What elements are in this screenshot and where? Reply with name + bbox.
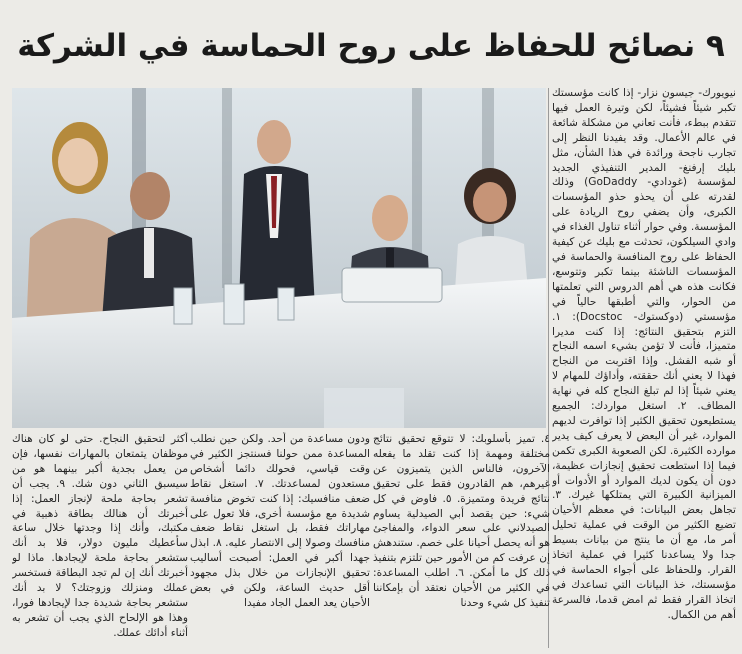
column-text: ودون مساعدة من أحد. ولكن حين نطلب المساعدة ممن حولنا فسنتجز الكثير في وقت قياسي، فحولك دائما أشخاص مستعدون لمساعدتك. ٧. استغل نقاط ضعف منافسيك: إذا كنت تخوض منافسة شديدة مع مؤسسة أخرى، فلا تعول على مهاراتك فقط، بل استغل نقاط ضعف منافسك وصولا إلى الانتصار عليه. ٨. ابذل جهدا أكبر في العمل: أصبحت أساليب تحقيق الإنجازات من خلال بذل مجهود أقل حديث الساعة، ولكن في بعض الأحيان يعد العمل الجاد مفيدا — [190, 433, 370, 609]
column-text: أكثر لتحقيق النجاح. حتى لو كان هناك موظفان يتمتعان بالمهارات نفسها، فإن من يعمل بجدية أكبر بينهما هو من سيسبق الثاني دون شك. ٩. يجب أن تشعر بحاجة ملحة لإنجاز العمل: إذا أخبرتك أن هنالك بطاقة ذهبية في مكتبك، وأنك إذا وجدتها خلال ساعة سأعطيك مليون دولار، فلا بد أنك ستشعر بحاجة ملحة لإيجادها. ماذا لو أخبرتك أنك إن لم تجد البطاقة فستخسر عملك ومنزلك وزوجتك؟ لا بد أنك ستشعر بحاجة شديدة جدا لإيجادها فورا، وهذا هو الإلحاح الذي يجب أن تشعر به أثناء أدائك عملك. — [12, 433, 188, 639]
projector — [342, 268, 442, 302]
water-glass — [278, 288, 294, 320]
article-column-left — [12, 432, 188, 648]
meeting-illustration — [12, 88, 546, 428]
column-text: ٤. تميز بأسلوبك: لا تتوقع تحقيق نتائج مختلفة ومهمة إذا كنت تقلد ما يفعله الآخرون، فالناس الذين يتميزون عن غيرهم، هم القادرون فقط على تحقيق نتائج فريدة ومتميزة. ٥. فاوض في كل شيء: حين يقصد أبي الصيدلية يساوم الصيدلاني على سعر الدواء، والمفاجئ هو أنه يحصل أحيانا على خصم. ستندهش إن عرفت كم من الأمور حين تلتزم بتنفيذ ذلك كل ما أمكن. ٦. اطلب المساعدة: في الكثير من الأحيان نعتقد أن بإمكاننا تنفيذ كل شيء وحدنا — [373, 433, 550, 609]
column-text: نيويورك- جيسون نزار- إذا كانت مؤسستك تكبر شيئاً فشيئاً، لكن وتيرة العمل فيها تتقدم ببطء، فأنت تعاني من مشكلة شائعة في عالم الأعمال. وقد يفيدنا النظر إلى تجارب ناجحة ورائدة في هذا الشأن، مثل بليك إرفنغ- المدير التنفيذي الجديد لمؤسسة (غودادي- GoDaddy) وذلك لقدرته على أن يحذو حذو المؤسسات الكبرى، وأن يضفي روح الريادة على المؤسسة. وفي حوار أثناء تناول الغذاء في وادي السيلكون، تحدثت مع بليك عن كيفية الحفاظ على روح المنافسة والحماسة في المؤسسات الناشئة بينما تكبر وتتوسع، فكانت هذه هي أهم الدروس التي تعلمتها من الحوار، والتي أطبقها حالياً في مؤسستي (دوكستوك- Docstoc): ١. التزم بتحقيق النتائج: إذا كنت مديرا متميزا، فأنت لا تؤمن بشيء اسمه النجاح أو شبه الفشل. وإذا اقتربت من النجاح فهذا لا يعني أنك حققته، وأداؤك للمهام لا يعني شيئاً إذا لم تبلغ النجاح كله في نهاية المطاف. ٢. استغل مواردك: الجميع يستطيعون تحقيق الكثير إذا توافرت لديهم الموارد، غير أن البعض لا يعرف كيف يدير موارده الكثيرة. لكن الصعوبة الكبرى تكمن فيما إذا استطعت تحقيق إنجازات عظيمة، دون أن يكون لديك الموارد أو الأدوات أو الميزانية الكبيرة التي يمتلكها غيرك. ٣. تجاهل بعض البيانات: في معظم الأحيان تضيع الكثير من الوقت في عملية تحليل أمر ما، مع أن ما ينتج من بيانات بسيط جدا ولا يساعدنا كثيرا في عملية اتخاذ القرار. وللحفاظ على أجواء الحماسة في مؤسستك، خذ البيانات التي تساعدك في اتخاذ القرار فقط ثم امض قدما، فالسرعة أهم من الكمال. — [552, 87, 736, 621]
article-column-middle-left — [190, 432, 370, 648]
article-column-middle-right — [373, 432, 550, 648]
water-glass — [174, 288, 192, 324]
meeting-photo — [12, 88, 546, 428]
article-column-right — [552, 86, 736, 648]
article-headline: ٩ نصائح للحفاظ على روح الحماسة في الشركة — [17, 28, 725, 64]
water-glass — [224, 284, 244, 324]
